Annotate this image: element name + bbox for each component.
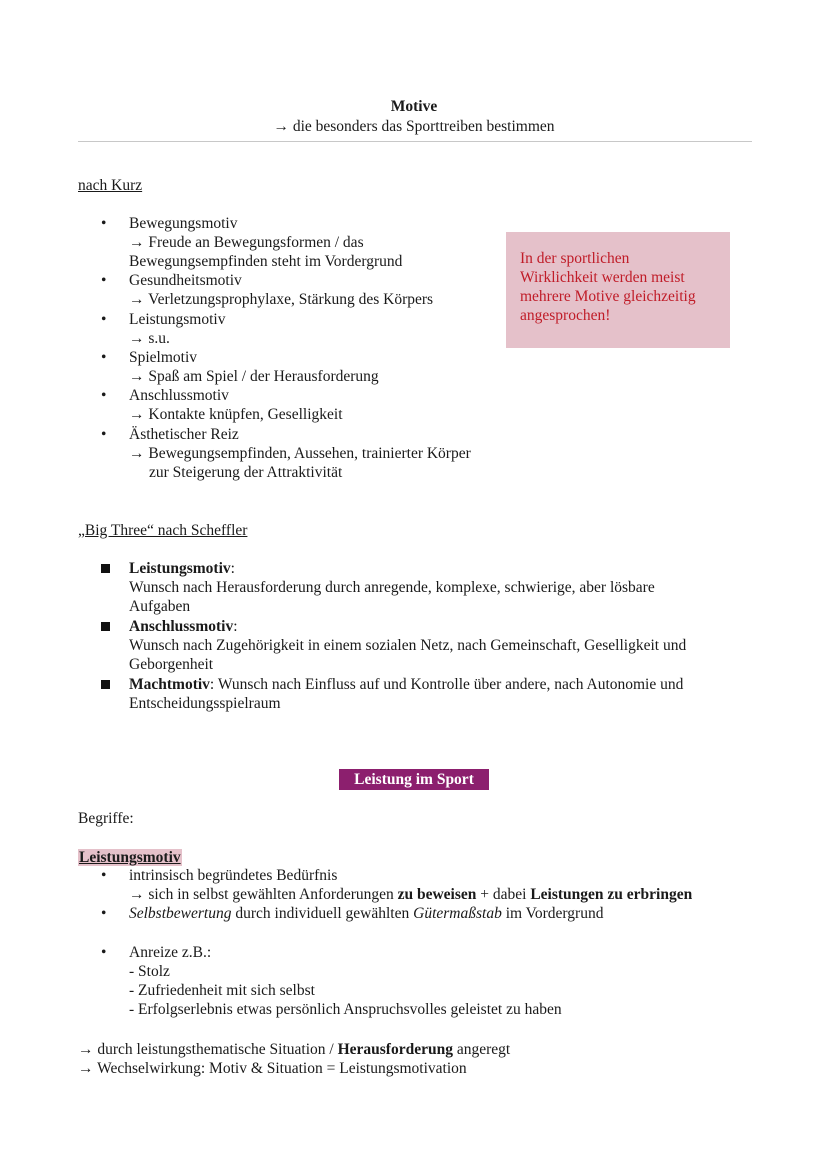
note-line: In der sportlichen bbox=[520, 250, 630, 267]
list-item-detail: zur Steigerung der Attraktivität bbox=[149, 464, 343, 481]
conclusion-line: → Wechselwirkung: Motiv & Situation = Leistungsmotivation bbox=[78, 1060, 467, 1077]
list-item-detail: Entscheidungsspielraum bbox=[129, 695, 281, 712]
list-item-detail: → Bewegungsempfinden, Aussehen, trainierter Körper bbox=[129, 445, 471, 462]
list-item-detail: → Verletzungsprophylaxe, Stärkung des Körpers bbox=[129, 291, 434, 308]
list-item-term: Machtmotiv: Wunsch nach Einfluss auf und Kontrolle über andere, nach Autonomie und bbox=[129, 676, 684, 693]
bullet-icon: • bbox=[101, 272, 107, 289]
bullet-icon: • bbox=[101, 215, 107, 232]
list-item-label: Selbstbewertung durch individuell gewählten Gütermaßstab im Vordergrund bbox=[129, 905, 604, 922]
list-item-detail: → Kontakte knüpfen, Geselligkeit bbox=[129, 406, 343, 423]
list-item-detail: Bewegungsempfinden steht im Vordergrund bbox=[129, 253, 403, 270]
header-divider bbox=[78, 141, 752, 142]
list-item-label: Spielmotiv bbox=[129, 349, 198, 366]
begriffe-label: Begriffe: bbox=[78, 810, 134, 827]
list-item-label: Bewegungsmotiv bbox=[129, 215, 238, 232]
list-item-label: Ästhetischer Reiz bbox=[129, 426, 239, 443]
list-item-detail: → s.u. bbox=[129, 330, 170, 347]
list-item-detail: Wunsch nach Herausforderung durch anregende, komplexe, schwierige, aber lösbare bbox=[129, 579, 655, 596]
page-subtitle: → die besonders das Sporttreiben bestimmen bbox=[273, 118, 555, 135]
square-bullet-icon bbox=[101, 564, 110, 573]
list-item-detail: → sich in selbst gewählten Anforderungen zu beweisen + dabei Leistungen zu erbringen bbox=[129, 886, 693, 903]
square-bullet-icon bbox=[101, 680, 110, 689]
list-item-label: intrinsisch begründetes Bedürfnis bbox=[129, 867, 338, 884]
kurz-heading: nach Kurz bbox=[78, 177, 143, 194]
bullet-icon: • bbox=[101, 905, 107, 922]
list-item-detail: - Erfolgserlebnis etwas persönlich Anspruchsvolles geleistet zu haben bbox=[129, 1001, 562, 1018]
page-title: Motive bbox=[390, 98, 438, 115]
section-banner: Leistung im Sport bbox=[339, 769, 489, 790]
list-item-label: Gesundheitsmotiv bbox=[129, 272, 242, 289]
bullet-icon: • bbox=[101, 349, 107, 366]
list-item-term: Leistungsmotiv: bbox=[129, 560, 235, 577]
list-item-detail: - Zufriedenheit mit sich selbst bbox=[129, 982, 315, 999]
list-item-label: Anreize z.B.: bbox=[129, 944, 212, 961]
big-three-heading: „Big Three“ nach Scheffler bbox=[78, 522, 248, 539]
conclusion-line: → durch leistungsthematische Situation / Herausforderung angeregt bbox=[78, 1041, 511, 1058]
bullet-icon: • bbox=[101, 867, 107, 884]
list-item-detail: → Spaß am Spiel / der Herausforderung bbox=[129, 368, 379, 385]
list-item-detail: Aufgaben bbox=[129, 598, 191, 615]
list-item-detail: Geborgenheit bbox=[129, 656, 214, 673]
list-item-label: Leistungsmotiv bbox=[129, 311, 226, 328]
bullet-icon: • bbox=[101, 387, 107, 404]
square-bullet-icon bbox=[101, 622, 110, 631]
bullet-icon: • bbox=[101, 944, 107, 961]
leistungsmotiv-term: Leistungsmotiv bbox=[79, 849, 181, 866]
note-callout bbox=[506, 232, 730, 348]
note-line: Wirklichkeit werden meist bbox=[520, 269, 685, 286]
list-item-label: Anschlussmotiv bbox=[129, 387, 229, 404]
bullet-icon: • bbox=[101, 311, 107, 328]
note-line: angesprochen! bbox=[520, 307, 611, 324]
list-item-detail: → Freude an Bewegungsformen / das bbox=[129, 234, 364, 251]
bullet-icon: • bbox=[101, 426, 107, 443]
list-item-term: Anschlussmotiv: bbox=[129, 618, 238, 635]
note-line: mehrere Motive gleichzeitig bbox=[520, 288, 696, 305]
list-item-detail: - Stolz bbox=[129, 963, 170, 980]
list-item-detail: Wunsch nach Zugehörigkeit in einem sozialen Netz, nach Gemeinschaft, Geselligkeit und bbox=[129, 637, 687, 654]
